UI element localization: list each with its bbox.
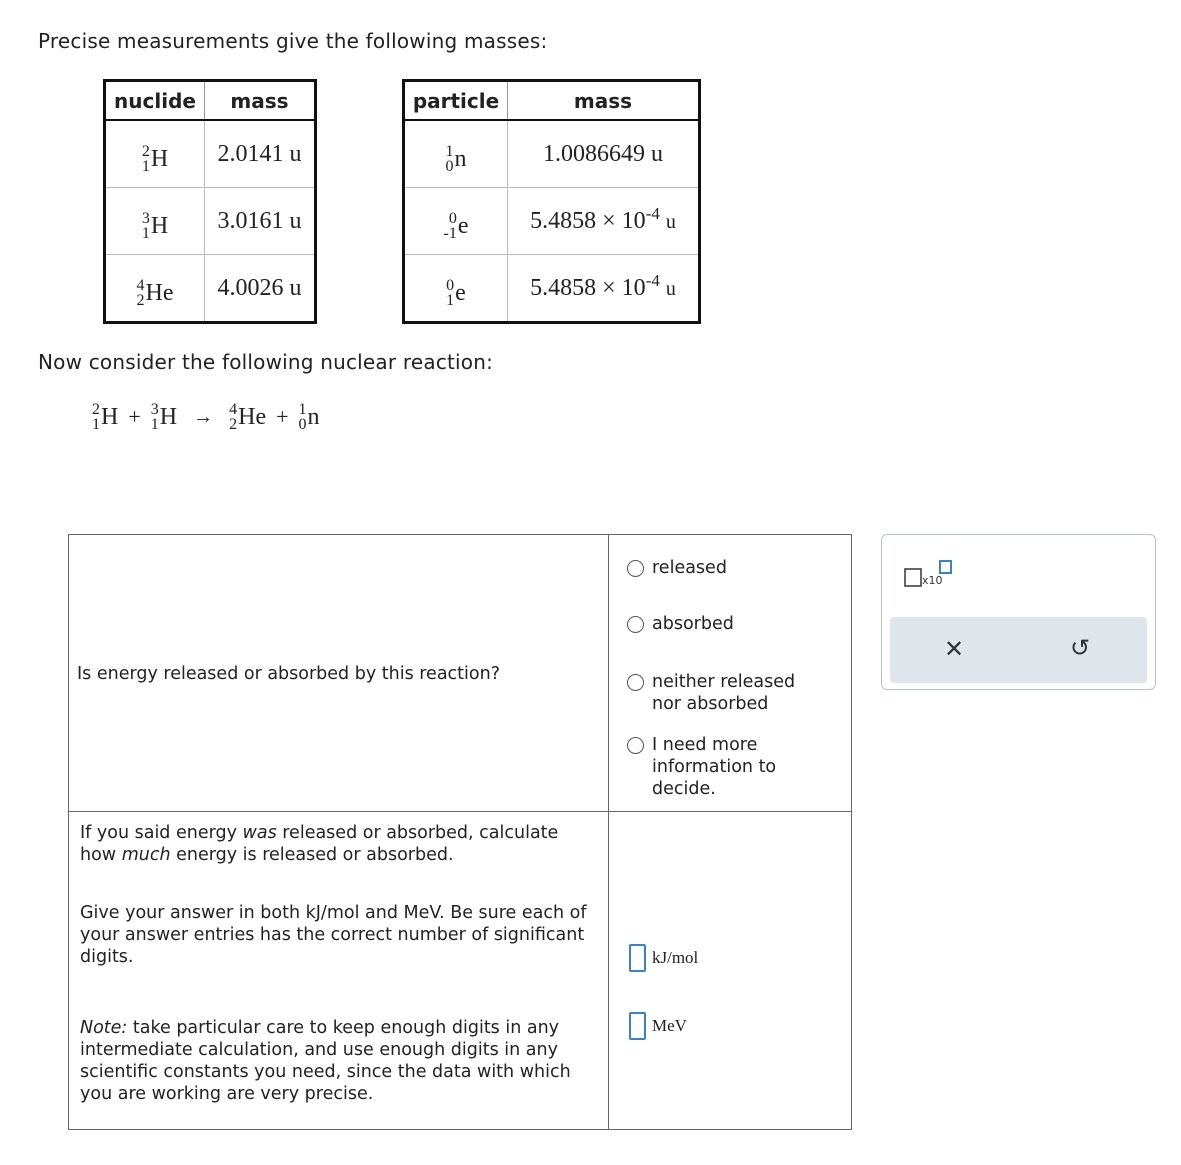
reaction-arrow: → — [193, 405, 214, 428]
radio-label: absorbed — [652, 614, 734, 634]
nuclide-symbol: 4 2 He — [136, 277, 174, 309]
mev-input[interactable] — [629, 1012, 646, 1040]
mass-value: 1.0086649 u — [543, 140, 663, 167]
x10-label: x10 — [922, 574, 943, 587]
product-helium: 4 2 He — [229, 401, 267, 433]
radio-neither[interactable] — [627, 671, 817, 715]
table-row — [105, 120, 316, 188]
reactant-tritium: 3 1 H — [150, 401, 178, 433]
answer-instructions: Give your answer in both kJ/mol and MeV. Be sure each of your answer entries has the correct number of significant digits. — [80, 903, 587, 967]
plus-sign: + — [128, 404, 141, 429]
product-neutron: 1 0 n — [298, 401, 320, 433]
table-row — [105, 255, 316, 323]
column-header-particle: particle — [404, 81, 508, 121]
divider — [69, 811, 851, 812]
mass-value: $5.4858 \times 10^{-4}$ u — [508, 188, 700, 255]
plus-sign: + — [276, 404, 289, 429]
radio-label: neither released nor absorbed — [652, 672, 796, 714]
column-header-mass: mass — [205, 81, 316, 121]
particle-symbol: 1 0 n — [445, 143, 467, 175]
table-row — [404, 188, 700, 255]
radio-released[interactable] — [627, 557, 727, 579]
reactant-deuterium: 2 1 H — [92, 401, 119, 433]
unit-label: MeV — [652, 1016, 687, 1035]
particle-symbol: 0 -1 e — [443, 210, 469, 242]
question-energy-direction: Is energy released or absorbed by this reaction? — [77, 664, 500, 684]
particle-mass-table — [402, 79, 701, 324]
undo-icon[interactable]: ↺ — [1070, 634, 1091, 662]
radio-absorbed[interactable] — [627, 613, 734, 635]
nuclide-symbol: 2 1 H — [141, 143, 169, 175]
unit-label: kJ/mol — [652, 948, 699, 967]
table-row — [404, 120, 700, 188]
column-header-mass: mass — [508, 81, 700, 121]
divider — [608, 535, 609, 1129]
nuclide-mass-table — [103, 79, 317, 324]
answer-kj-per-mol[interactable] — [629, 944, 698, 972]
kj-per-mol-input[interactable] — [629, 944, 646, 972]
precision-note: Note: take particular care to keep enough digits in any intermediate calculation, and use enough digits in any scientific constants you need, since the data with which you are working are very precise. — [80, 1018, 571, 1104]
particle-symbol: 0 1 e — [446, 277, 466, 309]
question-table — [68, 534, 852, 1130]
radio-circle[interactable] — [627, 560, 644, 577]
table-row — [404, 255, 700, 323]
answer-mev[interactable] — [629, 1012, 687, 1040]
table-row — [105, 188, 316, 255]
radio-label: I need more information to decide. — [652, 735, 777, 799]
radio-label: released — [652, 558, 727, 578]
column-header-nuclide: nuclide — [105, 81, 205, 121]
reaction-intro-text: Now consider the following nuclear reaction: — [38, 350, 494, 374]
mass-value: 3.0161 u — [205, 188, 316, 255]
mass-value: $5.4858 \times 10^{-4}$ u — [508, 255, 700, 323]
question-energy-amount: If you said energy was released or absorbed, calculate how much energy is released or absorbed. — [80, 823, 559, 865]
close-icon[interactable]: ✕ — [944, 635, 965, 663]
toolbar-action-bar — [890, 617, 1147, 683]
radio-circle[interactable] — [627, 616, 644, 633]
mass-value: 4.0026 u — [205, 255, 316, 323]
scientific-notation-button[interactable] — [904, 559, 958, 589]
answer-toolbar — [881, 534, 1156, 690]
nuclide-symbol: 3 1 H — [141, 210, 169, 242]
radio-need-more-info[interactable] — [627, 734, 797, 800]
mass-value: 2.0141 u — [217, 140, 302, 167]
nuclear-reaction-equation — [92, 402, 320, 432]
radio-circle[interactable] — [627, 674, 644, 691]
intro-text: Precise measurements give the following masses: — [38, 29, 548, 53]
radio-circle[interactable] — [627, 737, 644, 754]
